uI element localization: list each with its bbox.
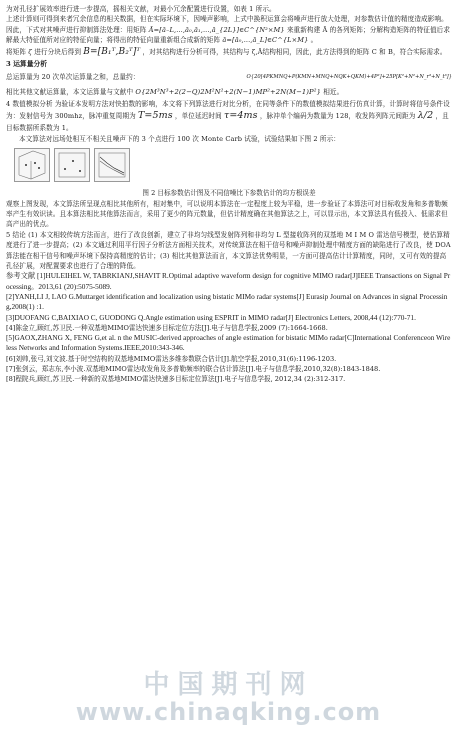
paragraph-text: 来重新构建 Ā 的各列矩阵；分解构造矩阵的特征值后求解最大特征值所对应的特征向量；将得出的特征向量重新组合成新的矩阵 [6, 25, 451, 45]
paragraph-text: ，对其结构进行分析可得，其结构与 ζ,Ā结构相同，因此，此方法得到的矩阵 C 和 B，符合实际需求。 [142, 47, 447, 56]
paragraph-text: 进行分块后得到 [34, 47, 82, 56]
paragraph-complexity-compare [6, 85, 452, 99]
paragraph-observation: 观察上图发现，本文算法所呈现点相比其他所有，相对集中，可以说明本算法在一定程度上较为平稳，进一步验证了本算法可对目标收发角和多普勒频率产生有效识读。且本算法相比其他算法而言，采用了更少的阵元数量，但估计精度确在其他算法之上，可以显示出，本文算法具有低投入、低需求但高产出的优点。 [6, 199, 448, 229]
paragraph-text: 上述计算则可得到来者冗余信息的相关数据，但在实际环境下，因噪声影响，上式中换积运算会将噪声进行放大处理，对参数估计值的精度造成影响。因此，下式对其噪声进行抑制算法处理：用矩阵 [6, 15, 448, 34]
period-formula: T=5ms [137, 110, 173, 122]
paragraph-monte-carlo: 本文算法对远场处相互不相关且噪声下的 3 个点进行 100 次 Monte Carb 试验，试验结果如下图 2 所示： [19, 135, 340, 144]
reference-item: [7]张剑云，郑志东,李小波.双基地MIMO雷达收发角及多普勒频率的联合估计算法[J].电子与信息学报,2010,32(8):1843-1848. [6, 365, 381, 374]
reference-item: [2]YANH,LI J, LAO G.Muttarget identification and localization using bistatic MIMo radar systems[J] Eurasip Journal on Advances in signal Processing,2008(1) :1. [6, 291, 448, 312]
matrix-formula: B=[B₁ᵀ,B₂ᵀ]ᵀ [83, 46, 141, 57]
paragraph-simulation [6, 99, 452, 135]
matrix-formula: Ā=[ā₋L,...,ā₀,ā₁,...,ā_{2L}]∈C^{N²×M} [148, 25, 285, 34]
figure-caption: 图 2 目标参数估计图及不同信噪比下参数估计的均方根误差 [142, 188, 316, 197]
paragraph-text: 4 数值模拟分析 为验证本发明方法对快拍数的影响，本文将下列算法进行对比分析，在同等条件下的数值模拟结果进行仿真计算，计算时将信号条件设为：发射信号为 300mhz，脉冲重复周期为 [6, 99, 450, 121]
paragraph-text: 总运算量为 20 次单次运算量之和，总量约： [6, 72, 140, 81]
reference-item: [4]陈金立,顾红,苏卫民.一种双基地MIMO雷达快速多目标定位方法[J].电子与信息学报,2009 (7):1664-1668. [6, 323, 328, 332]
plot-graphic [15, 149, 49, 181]
paragraph-text: 相比其他文献运算量，本文运算量与文献中 [6, 87, 134, 96]
matrix-formula: ā=[ā₀,...,ā_L]∈C^{L×M} [222, 36, 309, 45]
paragraph-intro: 为对孔径扩展效率进行进一步提高，摇相关文献，对最小冗余配置进行设置，如表 1 所示。 [6, 5, 276, 13]
scatter-plot-2d [54, 148, 90, 182]
delay-formula: τ=4ms [223, 110, 258, 122]
complexity-formula: O{20[4PKMNQ+P(KMN+MNQ+NQK+QKM)+4P²]+25P[K²+N²+N_r³+N_t³]} [246, 74, 452, 81]
paragraph-text: 。 [310, 36, 318, 45]
paragraph-text: ，单位延迟时间 [174, 112, 222, 121]
matrix-symbol: ζ [28, 47, 32, 56]
reference-complexity-formula: O{2M³N³+2(2−Q)2M²N²+2(N−1)MP²+2N(M−1)P²} [135, 87, 321, 96]
reference-item: [3]DUOFANG C,BAIXIAO C, GUODONG Q.Angle estimation using ESPRIT in MIMO radar[J] Electronics Letters, 2008,44 (12):770-71. [6, 312, 416, 322]
spacing-formula: λ/2 [417, 110, 434, 122]
scatter-plot-3d [14, 148, 50, 182]
reference-item: [5]GAOX,ZHANG X, FENG G,et al. n the MUSIC-derived approaches of angle estimation for bistatic MIMo radar[C]International Conferenceon Wireless Networks and Information Systems.IEEE,2010:343-346. [6, 333, 451, 353]
figure-2-plots [14, 148, 452, 186]
rmse-plot [94, 148, 130, 182]
watermark-url: www.chinaqking.com [75, 698, 382, 726]
plot-graphic [55, 149, 89, 181]
paragraph-text: 将矩阵 [6, 47, 27, 56]
complexity-formula-row [6, 70, 452, 85]
paragraph-text: ，脉冲单个编码为数量为 128，收发阵列阵元间距为 [259, 112, 416, 121]
paragraph-text: 相近。 [323, 87, 344, 96]
paragraph-conclusion: 5 结论 (1) 本文相较传统方法而言，进行了改良创新，建立了非均匀线型发射阵列和非均匀 L 型接收阵列的双基地 M I M O 雷达信号模型，使估算精度进行了进一步提高；(2) 本文通过利用平行因子分析法方面相关技术，对传统算法在相干信号和噪声抑制处理中精度方面的缺陷进行了改良，使 DOA 算法能在相干信号和噪声环境下保持高精度的估计；(3) 相比其他算法而言，本文算法优势明显，一方面可提高估计计算精度，同时，又可有效的提高孔径扩展，对配置要求也进行了合理的降低。 [6, 230, 451, 270]
document-page [6, 4, 452, 385]
references-heading: 参考文献 [1]HULEIHEL W, TABRKIANJ,SHAVIT R.Optimal adaptive waveform design for cognitive MIMO radar[J]IEEE Transactions on Signal Processing。2013,61 (20):5075-5089. [6, 271, 451, 291]
watermark-logo-text: 中国期刊网 [143, 670, 314, 700]
section-heading-complexity: 3 运算量分析 [6, 59, 48, 68]
reference-item: [8]程院兵,顾红,苏卫民.一种新的双基地MIMO雷达快速多目标定位算法[J].电子与信息学报, 2012,34 (2):312-317. [6, 375, 346, 384]
paragraph-block-partition [6, 46, 452, 58]
paragraph-text: ，且目标数据所系数为 1。 [6, 112, 449, 132]
plot-graphic [95, 149, 129, 181]
reference-list [6, 292, 452, 385]
reference-item: [6]刘帅,张弓,刘文波.基于时空结构的双基地MIMO雷达多维参数联合估计[J].航空学报,2010,31(6):1196-1203. [6, 354, 337, 363]
paragraph-noise-suppression [6, 14, 452, 45]
